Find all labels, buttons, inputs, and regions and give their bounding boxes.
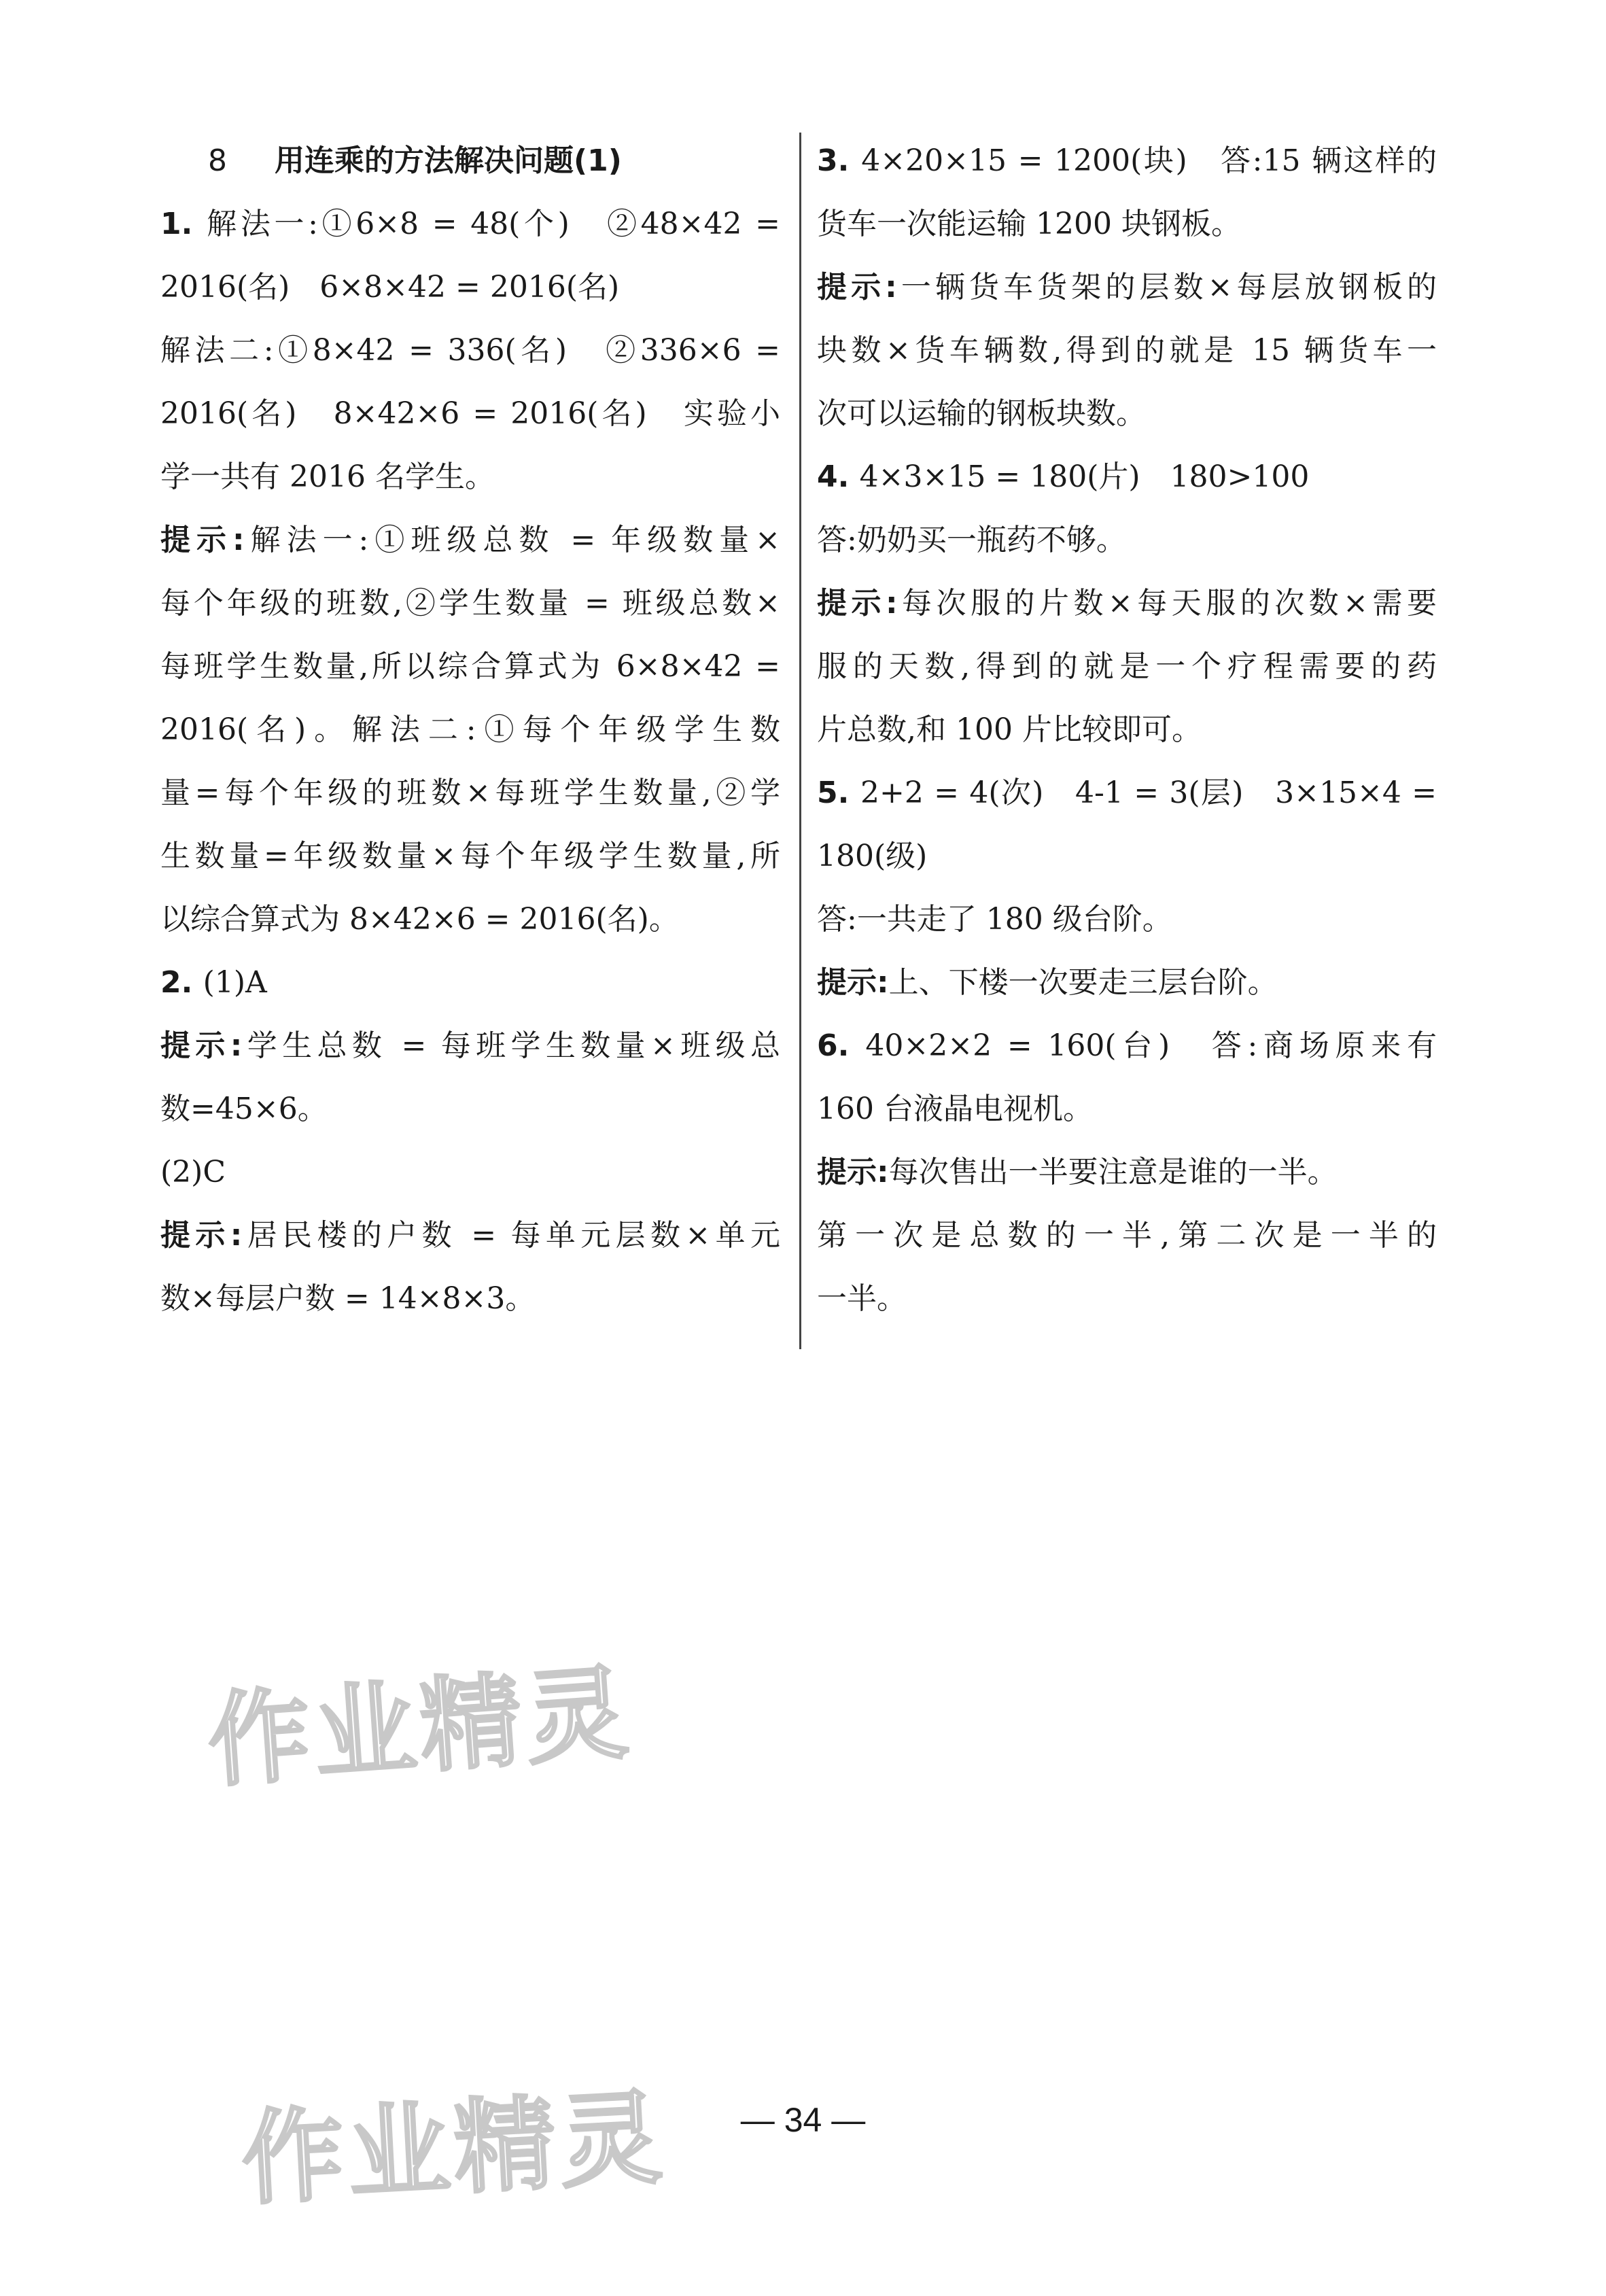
answer-line xyxy=(817,635,1437,698)
answer-text: 4×20×15 = 1200(块) 答:15 辆这样的 xyxy=(861,143,1437,178)
left-column xyxy=(160,129,780,1330)
watermark-bottom: 作业精灵 xyxy=(239,2078,669,2220)
answer-line xyxy=(160,382,780,445)
answer-text: 180(级) xyxy=(817,839,928,873)
answer-text: 服的天数,得到的就是一个疗程需要的药 xyxy=(817,649,1437,684)
section-title: 用连乘的方法解决问题(1) xyxy=(275,143,622,178)
page-number: — 34 — xyxy=(740,2101,866,2139)
answer-line xyxy=(160,319,780,382)
answer-text: 第一次是总数的一半,第二次是一半的 xyxy=(817,1218,1437,1253)
answer-text: 答:奶奶买一瓶药不够。 xyxy=(817,523,1126,557)
answer-line xyxy=(160,635,780,698)
answer-text: (1)A xyxy=(203,965,267,1000)
answer-text: 每班学生数量,所以综合算式为 6×8×42 = xyxy=(160,649,780,684)
answer-line xyxy=(160,1204,780,1267)
answer-text: 量=每个年级的班数×每班学生数量,②学 xyxy=(160,776,780,810)
answer-line xyxy=(817,192,1437,256)
answer-line xyxy=(160,951,780,1014)
answer-label: 提示: xyxy=(817,270,897,305)
answer-line xyxy=(817,445,1437,508)
answer-text: 2016(名)。解法二:①每个年级学生数 xyxy=(160,712,780,747)
answer-text: 学一共有 2016 名学生。 xyxy=(160,459,495,494)
answer-line xyxy=(817,951,1437,1014)
answer-text: 每个年级的班数,②学生数量 = 班级总数× xyxy=(160,586,780,621)
answer-line xyxy=(817,761,1437,824)
answer-label: 提示: xyxy=(160,523,245,557)
answer-line xyxy=(817,1077,1437,1141)
answer-line xyxy=(817,572,1437,635)
answer-label: 4. xyxy=(817,459,860,494)
answer-label: 6. xyxy=(817,1028,866,1063)
answer-line xyxy=(160,256,780,319)
answer-line xyxy=(160,761,780,824)
answer-text: 160 台液晶电视机。 xyxy=(817,1092,1093,1126)
answer-text: 4×3×15 = 180(片) 180>100 xyxy=(859,459,1310,494)
answer-text: 一半。 xyxy=(817,1281,907,1316)
answer-label: 提示: xyxy=(817,965,889,1000)
answer-line xyxy=(817,129,1437,192)
watermark-top: 作业精灵 xyxy=(204,1654,636,1802)
answer-line xyxy=(817,319,1437,382)
answer-label: 1. xyxy=(160,207,207,241)
answer-text: 货车一次能运输 1200 块钢板。 xyxy=(817,207,1241,241)
answer-line xyxy=(160,1014,780,1077)
answer-line xyxy=(817,698,1437,761)
answer-text: 解法一:①6×8 = 48(个) ②48×42 = xyxy=(207,207,780,241)
answer-line xyxy=(817,256,1437,319)
answer-label: 提示: xyxy=(817,1155,889,1189)
answer-line xyxy=(817,508,1437,572)
answer-text: 40×2×2 = 160(台) 答:商场原来有 xyxy=(865,1028,1437,1063)
answer-text: 生数量=年级数量×每个年级学生数量,所 xyxy=(160,839,780,873)
answer-text: 以综合算式为 8×42×6 = 2016(名)。 xyxy=(160,902,679,937)
answer-line xyxy=(160,1267,780,1330)
answer-label: 提示: xyxy=(160,1028,243,1063)
answer-text: 每次服的片数×每天服的次数×需要 xyxy=(897,586,1437,621)
answer-text: 学生总数 = 每班学生数量×班级总 xyxy=(242,1028,780,1063)
answer-line xyxy=(817,382,1437,445)
answer-text: 2016(名) 6×8×42 = 2016(名) xyxy=(160,270,620,305)
answer-line xyxy=(160,192,780,256)
answer-label: 2. xyxy=(160,965,203,1000)
answer-text: 居民楼的户数 = 每单元层数×单元 xyxy=(242,1218,780,1253)
answer-line xyxy=(817,1204,1437,1267)
answer-label: 提示: xyxy=(160,1218,243,1253)
answer-text: 答:一共走了 180 级台阶。 xyxy=(817,902,1172,937)
answer-text: 一辆货车货架的层数×每层放钢板的 xyxy=(896,270,1437,305)
answer-text: 块数×货车辆数,得到的就是 15 辆货车一 xyxy=(817,333,1437,368)
answer-text: 数×每层户数 = 14×8×3。 xyxy=(160,1281,536,1316)
answer-line xyxy=(817,888,1437,951)
answer-text: 上、下楼一次要走三层台阶。 xyxy=(888,965,1278,1000)
answer-line xyxy=(817,1014,1437,1077)
answer-line xyxy=(817,1141,1437,1204)
answer-text: 每次售出一半要注意是谁的一半。 xyxy=(888,1155,1338,1189)
answer-text: 数=45×6。 xyxy=(160,1092,328,1126)
section-number: 8 xyxy=(208,143,227,178)
right-answer-lines xyxy=(817,129,1437,1330)
answer-label: 3. xyxy=(817,143,862,178)
answer-text: 2016(名) 8×42×6 = 2016(名) 实验小 xyxy=(160,396,780,431)
answer-text: 解法一:①班级总数 = 年级数量× xyxy=(244,523,780,557)
column-divider xyxy=(799,133,801,1349)
answer-text: 2+2 = 4(次) 4-1 = 3(层) 3×15×4 = xyxy=(860,776,1437,810)
answer-label: 5. xyxy=(817,776,860,810)
right-column xyxy=(817,129,1437,1330)
answer-line xyxy=(160,1077,780,1141)
answer-line xyxy=(160,572,780,635)
section-heading xyxy=(160,129,780,192)
left-answer-lines xyxy=(160,192,780,1330)
answer-line xyxy=(160,508,780,572)
answer-label: 提示: xyxy=(817,586,898,621)
answer-line xyxy=(817,1267,1437,1330)
answer-text: 次可以运输的钢板块数。 xyxy=(817,396,1146,431)
answer-line xyxy=(160,698,780,761)
answer-text: (2)C xyxy=(160,1155,226,1189)
answer-text: 片总数,和 100 片比较即可。 xyxy=(817,712,1202,747)
answer-line xyxy=(817,824,1437,888)
answer-text: 解法二:①8×42 = 336(名) ②336×6 = xyxy=(160,333,780,368)
answer-line xyxy=(160,445,780,508)
answer-line xyxy=(160,888,780,951)
answer-line xyxy=(160,824,780,888)
answer-line xyxy=(160,1141,780,1204)
